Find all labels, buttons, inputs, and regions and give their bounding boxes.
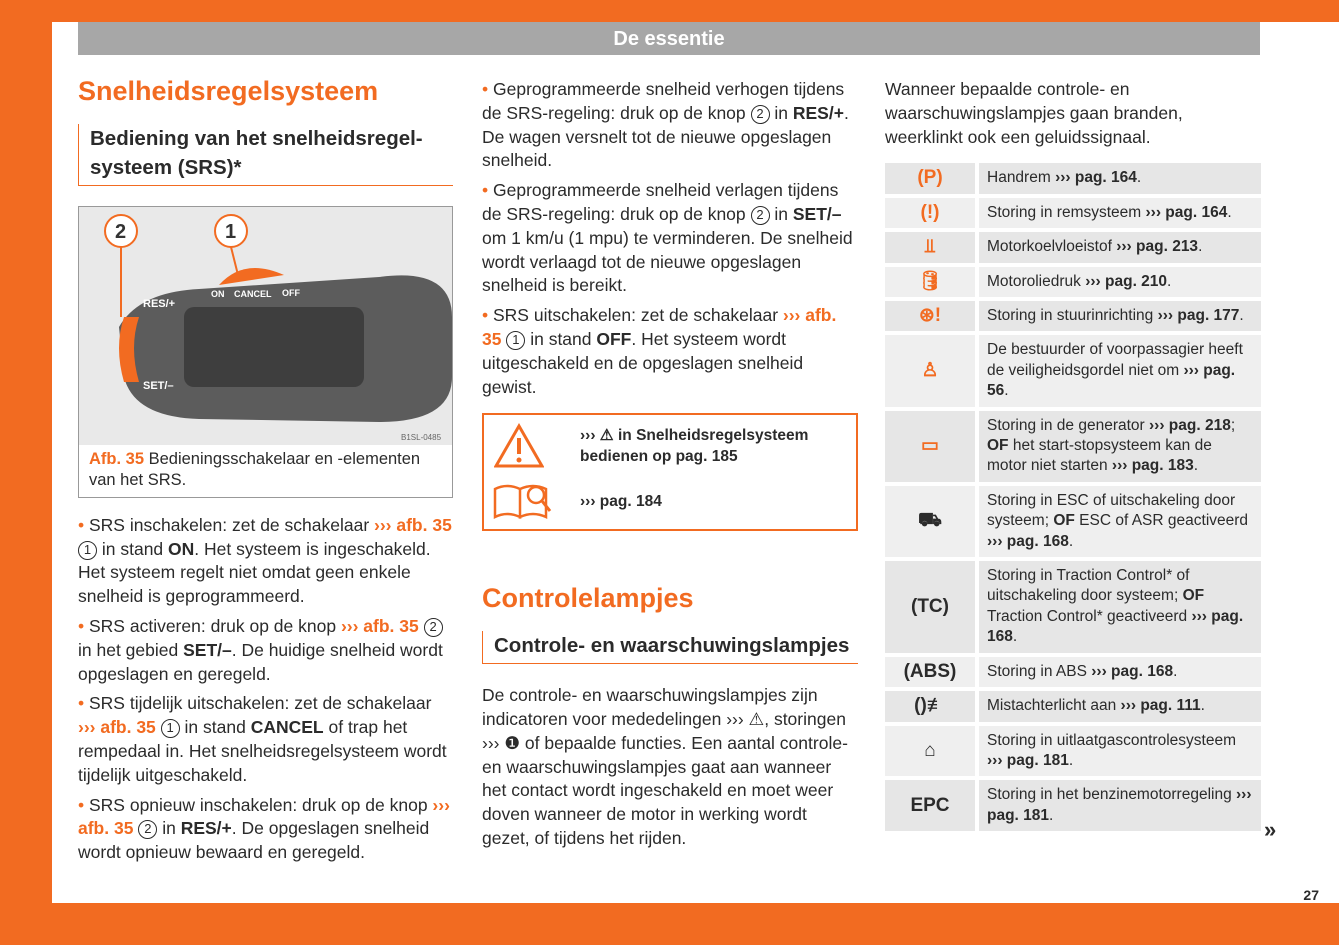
text-segment: . <box>1200 697 1205 715</box>
esc-icon: ⛟ <box>885 486 979 557</box>
intro-text: Wanneer bepaalde controle- en waarschuwingslampjes gaan branden, weerklinkt ook een geluidssignaal. <box>885 79 1183 147</box>
label-on: ON <box>211 288 225 299</box>
warning-light-row <box>885 335 1261 406</box>
callout-number: 1 <box>506 331 525 350</box>
warning-link[interactable]: ››› ⚠ in Snelheidsregelsysteem bedienen op pag. 185 <box>580 427 809 466</box>
abs-icon: (ABS) <box>885 657 979 687</box>
text-segment: OF <box>1182 587 1205 605</box>
callout-2: 2 <box>115 220 127 243</box>
text-segment: . <box>1068 532 1074 550</box>
text-segment: Storing in ABS <box>987 662 1092 680</box>
warning-light-description <box>979 657 1261 687</box>
text-segment: Motoroliedruk <box>987 272 1086 290</box>
warning-triangle-icon <box>494 423 544 469</box>
warning-light-row <box>885 411 1261 482</box>
warning-light-description <box>979 726 1261 777</box>
traction-control-icon: (TC) <box>885 561 979 653</box>
text-segment: in <box>157 818 181 839</box>
text-segment: Traction Control* geactiveerd <box>987 607 1192 625</box>
text-segment <box>156 717 161 737</box>
warning-light-row <box>885 780 1261 831</box>
manual-page <box>52 22 1339 903</box>
text-segment: . <box>1049 806 1054 824</box>
section-header: De essentie <box>78 22 1260 55</box>
srs-speed-instructions <box>482 78 858 399</box>
text-segment: Handrem <box>987 169 1056 187</box>
text-segment: in <box>769 102 793 123</box>
text-segment: Storing in uitlaatgascontrolesysteem <box>987 731 1236 749</box>
warning-light-description <box>979 561 1261 653</box>
warning-light-description <box>979 163 1261 193</box>
figure-reference-link[interactable]: ››› afb. 35 <box>340 615 419 636</box>
warning-light-description <box>979 232 1261 262</box>
text-segment: ››› pag. 164 <box>1145 203 1228 221</box>
text-segment: Geprogrammeerde snelheid verhogen tijdens de SRS-regeling: druk op de knop <box>482 79 845 123</box>
lampjes-body: De controle- en waarschuwingslampjes zijn indicatoren voor mededelingen ››› ⚠, storingen ››› ❶ of bepaalde functies. Een aantal controle- en waarschuwingslampjes gaat aan wanneer het contact wordt ingeschakeld en moet weer doven wanneer de motor in werking wordt gezet, of tijdens het rijden. <box>482 685 848 848</box>
text-segment: Storing in stuurinrichting <box>987 307 1158 325</box>
text-segment: in stand <box>97 538 169 559</box>
column-3 <box>885 78 1261 835</box>
text-segment: ON <box>168 538 195 559</box>
text-segment: Storing in de generator <box>987 416 1149 434</box>
figure-code: B1SL-0485 <box>401 432 442 442</box>
figure-reference-link[interactable]: ››› afb. 35 <box>78 717 156 738</box>
warning-light-row <box>885 561 1261 653</box>
text-segment: . <box>1227 203 1232 221</box>
caption-number: Afb. 35 <box>89 449 145 468</box>
text-segment: . <box>1136 169 1142 187</box>
figure-caption <box>79 445 452 495</box>
caption-text: Bedieningsschakelaar en -elementen van het SRS. <box>89 449 421 489</box>
text-segment: . <box>1068 751 1074 769</box>
warning-light-description <box>979 486 1261 557</box>
text-segment <box>419 616 424 636</box>
label-set: SET/– <box>143 379 174 392</box>
warning-light-row <box>885 267 1261 297</box>
battery-icon: ▭ <box>885 411 979 482</box>
text-segment: ››› pag. 168 <box>987 532 1069 550</box>
warning-light-description <box>979 301 1261 331</box>
callout-number: 1 <box>78 541 97 560</box>
text-segment: . <box>1004 382 1009 400</box>
text-segment: . Het systeem wordt uitgeschakeld en de opgeslagen snelheid gewist. <box>482 328 804 397</box>
warning-light-row <box>885 232 1261 262</box>
text-segment: SET/– <box>183 639 232 660</box>
text-segment: Storing in Traction Control* of uitschakeling door systeem; <box>987 567 1190 605</box>
text-segment: . <box>1239 307 1244 325</box>
text-segment: Motorkoelvloeistof <box>987 238 1117 256</box>
text-segment: ››› pag. 168 <box>1091 662 1174 680</box>
text-segment: ››› pag. 181 <box>987 786 1252 824</box>
text-segment: . <box>1198 238 1203 256</box>
text-segment: Geprogrammeerde snelheid verlagen tijdens de SRS-regeling: druk op de knop <box>482 180 839 224</box>
subsection-title-lampjes: Controle- en waarschuwingslampjes <box>482 631 858 664</box>
text-segment: ››› pag. 218 <box>1149 416 1231 434</box>
text-segment: Storing in het benzinemotorregeling <box>987 786 1237 804</box>
text-segment: ››› pag. 210 <box>1085 272 1168 290</box>
callout-1: 1 <box>225 220 237 243</box>
text-segment: ››› pag. 177 <box>1157 307 1240 325</box>
bullet-item <box>482 304 858 399</box>
label-cancel: CANCEL <box>234 288 272 299</box>
text-segment: ; <box>1230 416 1236 434</box>
warning-light-description <box>979 691 1261 721</box>
bullet-item <box>482 179 858 298</box>
label-off: OFF <box>282 287 300 298</box>
text-segment: om 1 km/u (1 mpu) te verminderen. De snelheid wordt verlaagd tot de nieuwe opgeslagen snelheid is bereikt. <box>482 227 853 296</box>
text-segment: ESC of ASR geactiveerd <box>1074 512 1249 530</box>
bullet-item <box>78 615 453 686</box>
seatbelt-icon: ♙ <box>885 335 979 406</box>
steering-fault-icon: ⊛! <box>885 301 979 331</box>
text-segment: het start-stopsysteem kan de motor niet starten <box>987 437 1212 475</box>
text-segment: in stand <box>179 717 251 738</box>
warning-light-row <box>885 726 1261 777</box>
text-segment: . <box>1193 457 1199 475</box>
text-segment: . Het systeem is ingeschakeld. Het systeem regelt niet omdat geen enkele snelheid is geprogrammeerd. <box>78 538 431 607</box>
text-segment: OF <box>1053 512 1075 530</box>
text-segment: SET/– <box>792 203 842 224</box>
text-segment: RES/+ <box>180 818 232 839</box>
text-segment: CANCEL <box>250 717 324 738</box>
continue-mark: » <box>1264 817 1277 842</box>
text-segment: . De opgeslagen snelheid wordt opnieuw bewaard en geregeld. <box>78 818 430 863</box>
section-title-controlelampjes: Controlelampjes <box>482 583 694 614</box>
coolant-icon: ⫫ <box>885 232 979 262</box>
text-segment: ››› pag. 181 <box>987 751 1069 769</box>
figure-reference-link[interactable]: ››› afb. 35 <box>374 514 452 535</box>
callout-number: 2 <box>424 618 443 637</box>
oil-pressure-icon: 🛢 <box>885 267 979 297</box>
stalk-illustration <box>79 207 452 445</box>
text-segment: in stand <box>525 328 597 349</box>
engine-check-icon: ⌂ <box>885 726 979 777</box>
warning-light-row <box>885 691 1261 721</box>
text-segment: of trap het rempedaal in. Het snelheidsregelsysteem wordt tijdelijk uitgeschakeld. <box>78 717 447 785</box>
bullet-item <box>482 78 858 173</box>
text-segment: SRS tijdelijk uitschakelen: zet de schakelaar <box>89 693 432 714</box>
warning-light-row <box>885 486 1261 557</box>
text-segment: SRS activeren: druk op de knop <box>89 615 341 636</box>
text-segment: . <box>1167 272 1172 290</box>
figure-reference-link[interactable]: ››› afb. 35 <box>482 305 837 349</box>
text-segment: ››› pag. 164 <box>1055 169 1137 187</box>
text-segment: OFF <box>596 328 632 349</box>
text-segment: Mistachterlicht aan <box>987 697 1121 715</box>
epc-icon: EPC <box>885 780 979 831</box>
text-segment: RES/+ <box>792 102 844 123</box>
handbrake-icon: (P) <box>885 163 979 193</box>
text-segment: ››› pag. 56 <box>987 361 1236 400</box>
subsection-title: Bediening van het snelheidsregel-systeem (SRS)* <box>78 124 453 186</box>
warning-light-row <box>885 163 1261 193</box>
figure-reference-link[interactable]: ››› afb. 35 <box>78 794 450 839</box>
text-segment: De bestuurder of voorpassagier heeft de veiligheidsgordel niet om <box>987 341 1243 379</box>
warning-light-description <box>979 780 1261 831</box>
text-segment: . De wagen versnelt tot de nieuwe opgeslagen snelheid. <box>482 102 849 171</box>
callout-number: 2 <box>138 820 157 839</box>
text-segment: ››› pag. 183 <box>1111 457 1194 475</box>
warning-light-row <box>885 657 1261 687</box>
brake-fault-icon: (!) <box>885 198 979 228</box>
text-segment: in het gebied <box>78 639 184 660</box>
bullet-item <box>78 692 453 787</box>
label-res: RES/+ <box>143 297 176 310</box>
text-segment: ››› pag. 111 <box>1120 697 1201 715</box>
callout-number: 2 <box>751 105 770 124</box>
figure-35 <box>78 206 453 498</box>
warning-lights-table <box>885 159 1261 835</box>
warning-light-description <box>979 198 1261 228</box>
warning-light-description <box>979 335 1261 406</box>
text-segment: ››› pag. 213 <box>1116 238 1199 256</box>
callout-number: 1 <box>161 719 180 738</box>
text-segment: . <box>1012 628 1018 646</box>
bullet-item <box>78 794 453 865</box>
text-segment: . <box>1173 662 1178 680</box>
section-title: Snelheidsregelsysteem <box>78 76 379 106</box>
text-segment: Storing in remsysteem <box>987 203 1146 221</box>
text-segment: OF <box>987 437 1009 455</box>
srs-instructions <box>78 514 453 865</box>
warning-light-description <box>979 411 1261 482</box>
column-1 <box>78 78 453 871</box>
text-segment: SRS inschakelen: zet de schakelaar <box>89 514 375 535</box>
warning-box <box>482 413 858 531</box>
text-segment: Storing in ESC of uitschakeling door systeem; <box>987 491 1236 530</box>
warning-light-row <box>885 198 1261 228</box>
text-segment: ››› pag. 168 <box>987 607 1244 646</box>
text-segment: SRS uitschakelen: zet de schakelaar <box>493 305 783 326</box>
text-segment: SRS opnieuw inschakelen: druk op de knop <box>89 794 433 815</box>
warning-light-row <box>885 301 1261 331</box>
warning-light-description <box>979 267 1261 297</box>
bullet-item <box>78 514 453 609</box>
callout-number: 2 <box>751 206 770 225</box>
page-number: 27 <box>1303 887 1319 903</box>
text-segment: in <box>769 203 793 224</box>
column-2 <box>482 78 858 857</box>
book-magnifier-icon <box>492 479 554 521</box>
info-link[interactable]: ››› pag. 184 <box>580 493 662 511</box>
rear-fog-light-icon: ()≢ <box>885 691 979 721</box>
text-segment: . De huidige snelheid wordt opgeslagen en geregeld. <box>78 639 443 684</box>
